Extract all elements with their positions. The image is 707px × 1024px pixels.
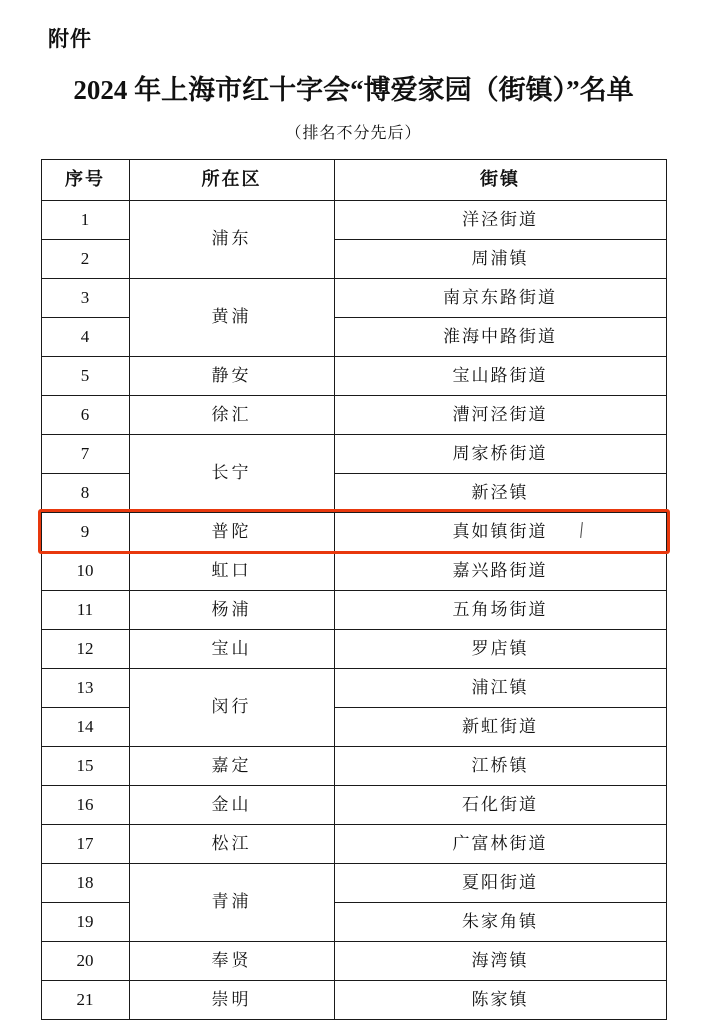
cell-district: 徐汇 <box>129 395 334 434</box>
cell-town: 朱家角镇 <box>334 902 666 941</box>
column-header-town: 街镇 <box>334 159 666 200</box>
cell-town: 洋泾街道 <box>334 200 666 239</box>
table-row <box>41 200 666 239</box>
cell-town: 陈家镇 <box>334 980 666 1019</box>
cell-town: 漕河泾街道 <box>334 395 666 434</box>
cell-town: 五角场街道 <box>334 590 666 629</box>
cell-district: 嘉定 <box>129 746 334 785</box>
cell-index: 13 <box>41 668 129 707</box>
cell-index: 17 <box>41 824 129 863</box>
table-header <box>41 159 666 200</box>
cell-index: 11 <box>41 590 129 629</box>
name-list-table <box>41 159 667 1020</box>
cell-index: 7 <box>41 434 129 473</box>
cell-town: 石化街道 <box>334 785 666 824</box>
cell-index: 15 <box>41 746 129 785</box>
table-row <box>41 356 666 395</box>
cell-index: 10 <box>41 551 129 590</box>
table-row <box>41 824 666 863</box>
cell-district: 杨浦 <box>129 590 334 629</box>
cell-index: 5 <box>41 356 129 395</box>
cell-town: 新泾镇 <box>334 473 666 512</box>
table-row <box>41 512 666 551</box>
table-row <box>41 590 666 629</box>
page-title: 2024 年上海市红十字会“博爱家园（街镇）”名单 <box>73 75 634 106</box>
cell-town: 江桥镇 <box>334 746 666 785</box>
cell-district: 宝山 <box>129 629 334 668</box>
cell-town: 新虹街道 <box>334 707 666 746</box>
cell-district: 浦东 <box>129 200 334 278</box>
cell-town: 周浦镇 <box>334 239 666 278</box>
cell-index: 6 <box>41 395 129 434</box>
cell-district: 普陀 <box>129 512 334 551</box>
cell-index: 18 <box>41 863 129 902</box>
cell-index: 20 <box>41 941 129 980</box>
cell-index: 14 <box>41 707 129 746</box>
cell-district: 金山 <box>129 785 334 824</box>
attachment-label: 附件 <box>48 27 92 51</box>
cell-town: 周家桥街道 <box>334 434 666 473</box>
cell-index: 2 <box>41 239 129 278</box>
cell-district: 奉贤 <box>129 941 334 980</box>
cell-town: 宝山路街道 <box>334 356 666 395</box>
cell-index: 8 <box>41 473 129 512</box>
cell-district: 长宁 <box>129 434 334 512</box>
table-row <box>41 785 666 824</box>
table-row <box>41 395 666 434</box>
table-row <box>41 668 666 707</box>
cell-town: 夏阳街道 <box>334 863 666 902</box>
table-row <box>41 551 666 590</box>
table-row <box>41 278 666 317</box>
cell-index: 21 <box>41 980 129 1019</box>
cell-district: 静安 <box>129 356 334 395</box>
cell-town: 罗店镇 <box>334 629 666 668</box>
table-header-row <box>41 159 666 200</box>
cell-town: 浦江镇 <box>334 668 666 707</box>
table-body <box>41 200 666 1019</box>
cell-index: 16 <box>41 785 129 824</box>
cell-index: 9 <box>41 512 129 551</box>
cell-district: 青浦 <box>129 863 334 941</box>
cell-district: 松江 <box>129 824 334 863</box>
cell-town: 海湾镇 <box>334 941 666 980</box>
table-row <box>41 980 666 1019</box>
cell-district: 崇明 <box>129 980 334 1019</box>
page-subtitle: （排名不分先后） <box>285 124 422 142</box>
cell-town: 淮海中路街道 <box>334 317 666 356</box>
table-row <box>41 863 666 902</box>
column-header-index: 序号 <box>41 159 129 200</box>
cell-district: 闵行 <box>129 668 334 746</box>
table-row <box>41 434 666 473</box>
cell-town: 南京东路街道 <box>334 278 666 317</box>
cell-town: 广富林街道 <box>334 824 666 863</box>
cell-index: 4 <box>41 317 129 356</box>
cell-town: 真如镇街道 <box>334 512 666 551</box>
cell-district: 虹口 <box>129 551 334 590</box>
cell-district: 黄浦 <box>129 278 334 356</box>
table-row <box>41 941 666 980</box>
cell-index: 12 <box>41 629 129 668</box>
column-header-district: 所在区 <box>129 159 334 200</box>
cell-index: 3 <box>41 278 129 317</box>
cell-index: 19 <box>41 902 129 941</box>
table-row <box>41 746 666 785</box>
table-row <box>41 629 666 668</box>
cell-town: 嘉兴路街道 <box>334 551 666 590</box>
cell-index: 1 <box>41 200 129 239</box>
